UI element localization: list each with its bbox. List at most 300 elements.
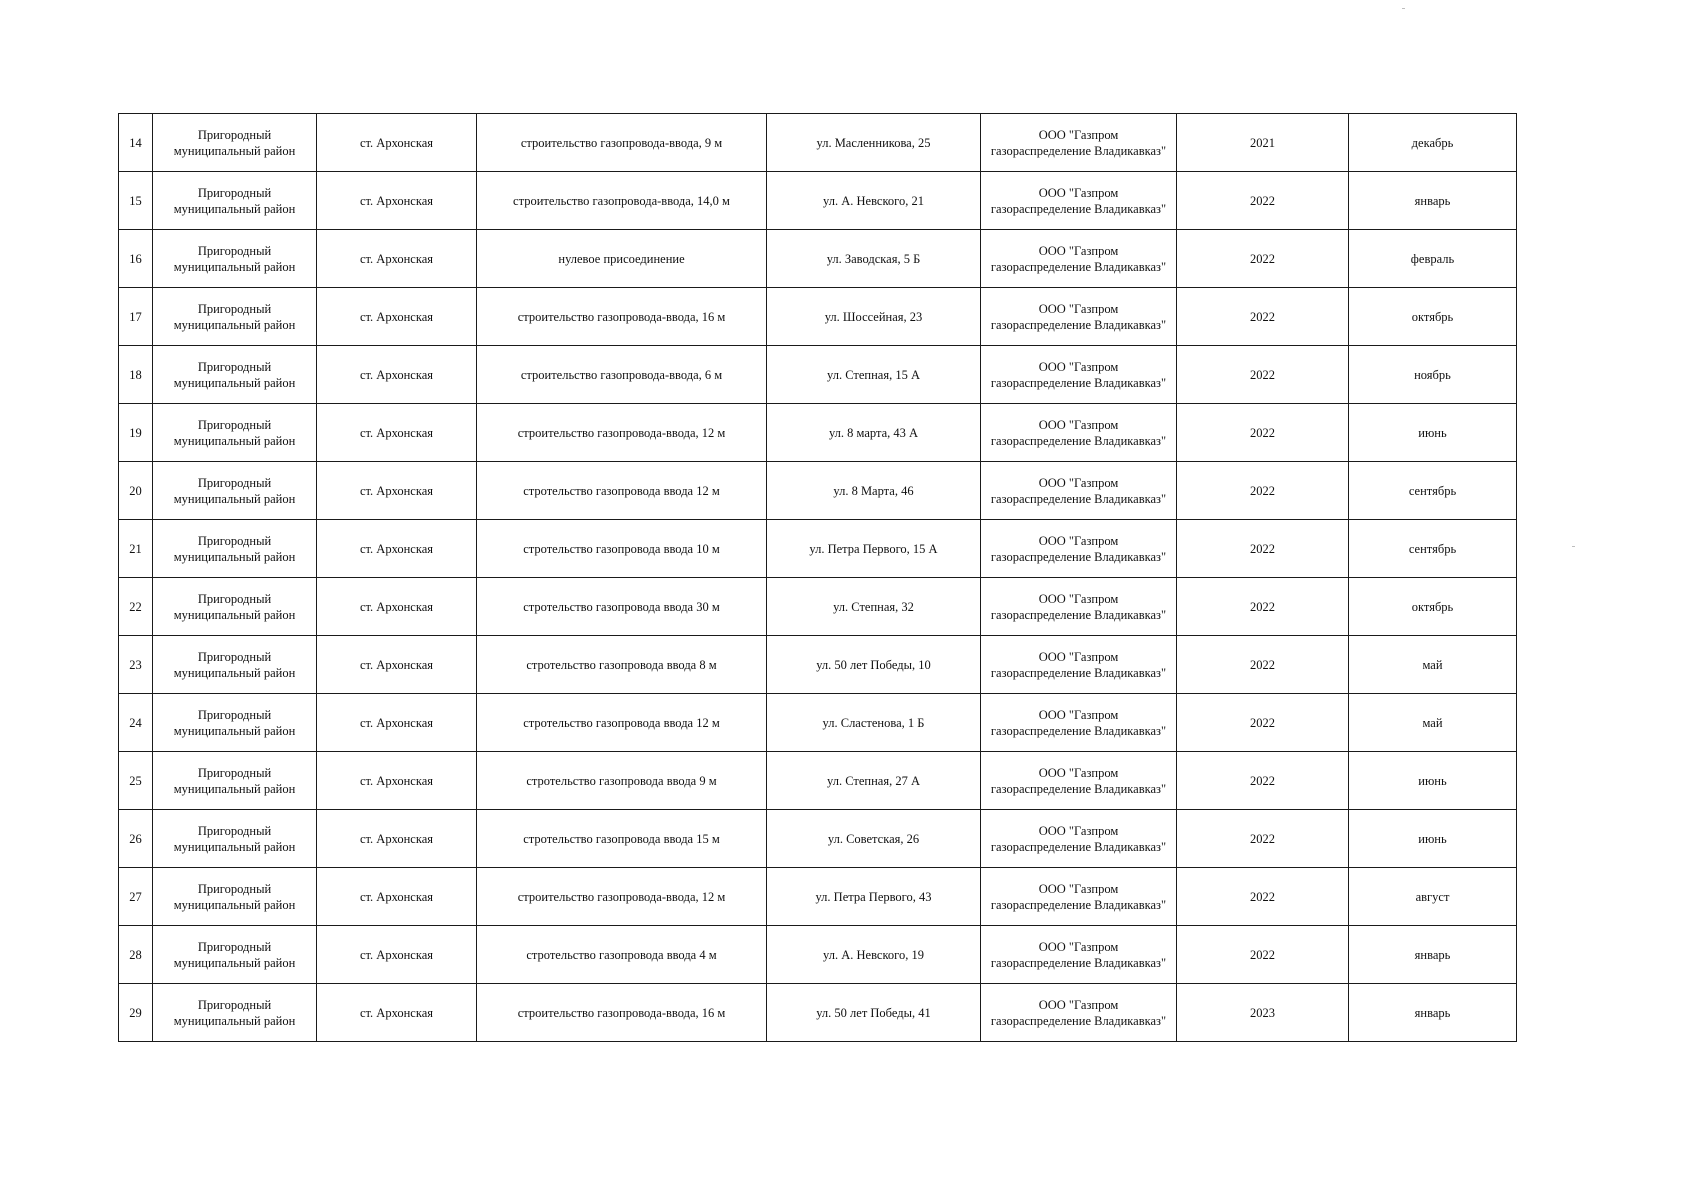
- year-cell-text: 2022: [1250, 309, 1275, 324]
- document-page: [118, 113, 1516, 1042]
- table-row: [119, 694, 1517, 752]
- year-cell-text: 2022: [1250, 947, 1275, 962]
- organization-cell: [981, 346, 1177, 404]
- month-cell: [1349, 694, 1517, 752]
- work-type-cell-text: строительство газопровода-ввода, 9 м: [520, 135, 723, 150]
- address-cell-text: ул. Степная, 27 А: [827, 773, 920, 788]
- organization-cell-text: газораспределение Владикавказ": [990, 201, 1167, 216]
- row-number-cell-text: 18: [129, 367, 142, 382]
- address-cell: [767, 462, 981, 520]
- organization-cell: [981, 752, 1177, 810]
- row-number-cell-text: 21: [129, 541, 142, 556]
- organization-cell: [981, 694, 1177, 752]
- organization-cell-text: газораспределение Владикавказ": [990, 1013, 1167, 1028]
- address-cell: [767, 868, 981, 926]
- organization-cell-text: газораспределение Владикавказ": [990, 491, 1167, 506]
- organization-cell-text: ООО "Газпром: [1038, 939, 1119, 954]
- district-cell-text: муниципальный район: [173, 955, 296, 970]
- row-number-cell-text: 27: [129, 889, 142, 904]
- month-cell-text: ноябрь: [1414, 367, 1451, 382]
- settlement-cell: [317, 462, 477, 520]
- address-cell-text: ул. Заводская, 5 Б: [826, 251, 921, 266]
- table-row: [119, 810, 1517, 868]
- month-cell: [1349, 926, 1517, 984]
- month-cell-text: август: [1415, 889, 1450, 904]
- district-cell-text: муниципальный район: [173, 259, 296, 274]
- district-cell-text: муниципальный район: [173, 201, 296, 216]
- district-cell-text: Пригородный: [197, 185, 272, 200]
- year-cell: [1177, 520, 1349, 578]
- organization-cell-text: газораспределение Владикавказ": [990, 781, 1167, 796]
- work-type-cell-text: стротельство газопровода ввода 15 м: [523, 831, 720, 846]
- district-cell-text: Пригородный: [197, 533, 272, 548]
- year-cell-text: 2022: [1250, 657, 1275, 672]
- address-cell-text: ул. Петра Первого, 15 А: [809, 541, 938, 556]
- address-cell: [767, 288, 981, 346]
- row-number-cell-text: 26: [129, 831, 142, 846]
- table-row: [119, 752, 1517, 810]
- district-cell: [153, 694, 317, 752]
- settlement-cell-text: ст. Архонская: [359, 309, 434, 324]
- address-cell: [767, 810, 981, 868]
- work-type-cell-text: строительство газопровода-ввода, 14,0 м: [513, 193, 730, 208]
- year-cell: [1177, 172, 1349, 230]
- table-row: [119, 346, 1517, 404]
- organization-cell: [981, 984, 1177, 1042]
- settlement-cell-text: ст. Архонская: [359, 193, 434, 208]
- organization-cell-text: ООО "Газпром: [1038, 823, 1119, 838]
- settlement-cell: [317, 926, 477, 984]
- district-cell: [153, 984, 317, 1042]
- work-type-cell: [477, 578, 767, 636]
- district-cell-text: Пригородный: [197, 475, 272, 490]
- district-cell-text: Пригородный: [197, 707, 272, 722]
- organization-cell-text: газораспределение Владикавказ": [990, 549, 1167, 564]
- organization-cell: [981, 114, 1177, 172]
- settlement-cell-text: ст. Архонская: [359, 715, 434, 730]
- district-cell: [153, 346, 317, 404]
- table-row: [119, 520, 1517, 578]
- work-type-cell-text: стротельство газопровода ввода 12 м: [523, 483, 720, 498]
- organization-cell-text: ООО "Газпром: [1038, 475, 1119, 490]
- settlement-cell: [317, 346, 477, 404]
- organization-cell-text: газораспределение Владикавказ": [990, 839, 1167, 854]
- organization-cell-text: ООО "Газпром: [1038, 243, 1119, 258]
- district-cell-text: муниципальный район: [173, 549, 296, 564]
- month-cell: [1349, 172, 1517, 230]
- organization-cell-text: газораспределение Владикавказ": [990, 143, 1167, 158]
- organization-cell-text: газораспределение Владикавказ": [990, 665, 1167, 680]
- organization-cell-text: ООО "Газпром: [1038, 417, 1119, 432]
- year-cell-text: 2022: [1250, 831, 1275, 846]
- organization-cell: [981, 288, 1177, 346]
- address-cell: [767, 520, 981, 578]
- work-type-cell: [477, 288, 767, 346]
- district-cell-text: Пригородный: [197, 591, 272, 606]
- address-cell: [767, 694, 981, 752]
- year-cell-text: 2022: [1250, 425, 1275, 440]
- row-number-cell: [119, 578, 153, 636]
- work-type-cell-text: строительство газопровода-ввода, 12 м: [517, 425, 726, 440]
- district-cell-text: Пригородный: [197, 823, 272, 838]
- organization-cell-text: газораспределение Владикавказ": [990, 433, 1167, 448]
- year-cell-text: 2022: [1250, 483, 1275, 498]
- settlement-cell-text: ст. Архонская: [359, 773, 434, 788]
- row-number-cell: [119, 404, 153, 462]
- district-cell: [153, 404, 317, 462]
- work-type-cell-text: строительство газопровода-ввода, 6 м: [520, 367, 723, 382]
- work-type-cell: [477, 520, 767, 578]
- table-row: [119, 868, 1517, 926]
- settlement-cell: [317, 752, 477, 810]
- address-cell-text: ул. Советская, 26: [827, 831, 920, 846]
- row-number-cell-text: 29: [129, 1005, 142, 1020]
- settlement-cell: [317, 984, 477, 1042]
- month-cell: [1349, 752, 1517, 810]
- year-cell: [1177, 984, 1349, 1042]
- district-cell-text: муниципальный район: [173, 607, 296, 622]
- district-cell: [153, 752, 317, 810]
- row-number-cell-text: 28: [129, 947, 142, 962]
- district-cell-text: муниципальный район: [173, 491, 296, 506]
- address-cell-text: ул. Петра Первого, 43: [815, 889, 932, 904]
- settlement-cell: [317, 868, 477, 926]
- year-cell-text: 2021: [1250, 135, 1275, 150]
- year-cell-text: 2023: [1250, 1005, 1275, 1020]
- month-cell-text: октябрь: [1411, 599, 1454, 614]
- gasification-schedule-table: [118, 113, 1517, 1042]
- work-type-cell: [477, 810, 767, 868]
- organization-cell-text: ООО "Газпром: [1038, 591, 1119, 606]
- district-cell: [153, 810, 317, 868]
- settlement-cell-text: ст. Архонская: [359, 135, 434, 150]
- address-cell: [767, 404, 981, 462]
- month-cell-text: октябрь: [1411, 309, 1454, 324]
- row-number-cell: [119, 462, 153, 520]
- year-cell: [1177, 810, 1349, 868]
- work-type-cell-text: стротельство газопровода ввода 4 м: [526, 947, 717, 962]
- address-cell: [767, 578, 981, 636]
- organization-cell-text: газораспределение Владикавказ": [990, 897, 1167, 912]
- work-type-cell-text: стротельство газопровода ввода 9 м: [526, 773, 717, 788]
- settlement-cell: [317, 404, 477, 462]
- district-cell: [153, 868, 317, 926]
- address-cell-text: ул. Степная, 15 А: [827, 367, 920, 382]
- organization-cell-text: газораспределение Владикавказ": [990, 259, 1167, 274]
- year-cell-text: 2022: [1250, 889, 1275, 904]
- work-type-cell: [477, 984, 767, 1042]
- organization-cell: [981, 520, 1177, 578]
- district-cell: [153, 288, 317, 346]
- organization-cell-text: ООО "Газпром: [1038, 127, 1119, 142]
- work-type-cell-text: нулевое присоединение: [558, 251, 685, 266]
- organization-cell-text: ООО "Газпром: [1038, 649, 1119, 664]
- year-cell: [1177, 694, 1349, 752]
- settlement-cell: [317, 114, 477, 172]
- settlement-cell: [317, 810, 477, 868]
- settlement-cell-text: ст. Архонская: [359, 367, 434, 382]
- work-type-cell: [477, 926, 767, 984]
- row-number-cell-text: 14: [129, 135, 142, 150]
- district-cell: [153, 230, 317, 288]
- row-number-cell: [119, 694, 153, 752]
- scan-speck: [1402, 8, 1405, 9]
- district-cell-text: муниципальный район: [173, 375, 296, 390]
- address-cell: [767, 346, 981, 404]
- settlement-cell-text: ст. Архонская: [359, 831, 434, 846]
- work-type-cell: [477, 462, 767, 520]
- organization-cell-text: газораспределение Владикавказ": [990, 723, 1167, 738]
- district-cell-text: муниципальный район: [173, 433, 296, 448]
- work-type-cell-text: стротельство газопровода ввода 12 м: [523, 715, 720, 730]
- work-type-cell: [477, 752, 767, 810]
- address-cell-text: ул. 50 лет Победы, 41: [816, 1005, 931, 1020]
- month-cell: [1349, 636, 1517, 694]
- address-cell: [767, 926, 981, 984]
- district-cell-text: муниципальный район: [173, 897, 296, 912]
- year-cell: [1177, 926, 1349, 984]
- district-cell-text: муниципальный район: [173, 317, 296, 332]
- address-cell-text: ул. 8 Марта, 46: [833, 483, 914, 498]
- work-type-cell-text: строительство газопровода-ввода, 16 м: [517, 309, 726, 324]
- year-cell: [1177, 868, 1349, 926]
- work-type-cell: [477, 230, 767, 288]
- month-cell-text: январь: [1414, 1005, 1451, 1020]
- table-row: [119, 404, 1517, 462]
- month-cell-text: январь: [1414, 193, 1451, 208]
- year-cell: [1177, 288, 1349, 346]
- settlement-cell-text: ст. Архонская: [359, 425, 434, 440]
- row-number-cell-text: 24: [129, 715, 142, 730]
- district-cell-text: Пригородный: [197, 301, 272, 316]
- district-cell-text: Пригородный: [197, 359, 272, 374]
- district-cell-text: муниципальный район: [173, 143, 296, 158]
- row-number-cell-text: 25: [129, 773, 142, 788]
- district-cell-text: муниципальный район: [173, 723, 296, 738]
- row-number-cell: [119, 926, 153, 984]
- row-number-cell-text: 20: [129, 483, 142, 498]
- organization-cell: [981, 578, 1177, 636]
- table-row: [119, 114, 1517, 172]
- organization-cell: [981, 868, 1177, 926]
- row-number-cell: [119, 810, 153, 868]
- address-cell: [767, 230, 981, 288]
- row-number-cell: [119, 288, 153, 346]
- work-type-cell-text: стротельство газопровода ввода 8 м: [526, 657, 717, 672]
- year-cell-text: 2022: [1250, 715, 1275, 730]
- district-cell: [153, 636, 317, 694]
- month-cell-text: январь: [1414, 947, 1451, 962]
- work-type-cell: [477, 694, 767, 752]
- settlement-cell-text: ст. Архонская: [359, 541, 434, 556]
- scan-speck: [1572, 546, 1575, 547]
- address-cell: [767, 984, 981, 1042]
- organization-cell-text: ООО "Газпром: [1038, 533, 1119, 548]
- work-type-cell-text: строительство газопровода-ввода, 16 м: [517, 1005, 726, 1020]
- address-cell-text: ул. Масленникова, 25: [816, 135, 931, 150]
- year-cell: [1177, 230, 1349, 288]
- year-cell: [1177, 462, 1349, 520]
- district-cell-text: Пригородный: [197, 127, 272, 142]
- month-cell-text: сентябрь: [1408, 483, 1457, 498]
- month-cell: [1349, 288, 1517, 346]
- row-number-cell-text: 16: [129, 251, 142, 266]
- organization-cell: [981, 636, 1177, 694]
- row-number-cell-text: 17: [129, 309, 142, 324]
- address-cell-text: ул. 8 марта, 43 А: [828, 425, 919, 440]
- address-cell-text: ул. Степная, 32: [833, 599, 914, 614]
- district-cell: [153, 578, 317, 636]
- month-cell: [1349, 114, 1517, 172]
- organization-cell-text: ООО "Газпром: [1038, 301, 1119, 316]
- address-cell-text: ул. Шоссейная, 23: [824, 309, 923, 324]
- month-cell: [1349, 346, 1517, 404]
- district-cell-text: Пригородный: [197, 417, 272, 432]
- district-cell-text: Пригородный: [197, 649, 272, 664]
- year-cell-text: 2022: [1250, 251, 1275, 266]
- year-cell: [1177, 752, 1349, 810]
- organization-cell: [981, 462, 1177, 520]
- table-row: [119, 636, 1517, 694]
- month-cell-text: май: [1422, 715, 1443, 730]
- table-row: [119, 578, 1517, 636]
- month-cell: [1349, 810, 1517, 868]
- month-cell: [1349, 868, 1517, 926]
- row-number-cell-text: 23: [129, 657, 142, 672]
- organization-cell-text: ООО "Газпром: [1038, 185, 1119, 200]
- row-number-cell: [119, 520, 153, 578]
- organization-cell-text: газораспределение Владикавказ": [990, 607, 1167, 622]
- row-number-cell: [119, 346, 153, 404]
- work-type-cell: [477, 636, 767, 694]
- work-type-cell: [477, 114, 767, 172]
- row-number-cell: [119, 172, 153, 230]
- month-cell: [1349, 230, 1517, 288]
- month-cell-text: февраль: [1410, 251, 1455, 266]
- district-cell-text: Пригородный: [197, 881, 272, 896]
- organization-cell-text: ООО "Газпром: [1038, 881, 1119, 896]
- organization-cell: [981, 926, 1177, 984]
- year-cell-text: 2022: [1250, 367, 1275, 382]
- organization-cell-text: газораспределение Владикавказ": [990, 375, 1167, 390]
- work-type-cell-text: строительство газопровода-ввода, 12 м: [517, 889, 726, 904]
- organization-cell-text: ООО "Газпром: [1038, 997, 1119, 1012]
- month-cell: [1349, 462, 1517, 520]
- address-cell: [767, 752, 981, 810]
- district-cell-text: муниципальный район: [173, 665, 296, 680]
- table-row: [119, 926, 1517, 984]
- district-cell: [153, 520, 317, 578]
- settlement-cell: [317, 694, 477, 752]
- year-cell: [1177, 114, 1349, 172]
- year-cell-text: 2022: [1250, 773, 1275, 788]
- month-cell: [1349, 520, 1517, 578]
- month-cell: [1349, 404, 1517, 462]
- district-cell: [153, 172, 317, 230]
- month-cell-text: июнь: [1418, 831, 1447, 846]
- table-row: [119, 230, 1517, 288]
- district-cell-text: Пригородный: [197, 765, 272, 780]
- work-type-cell-text: стротельство газопровода ввода 10 м: [523, 541, 720, 556]
- work-type-cell: [477, 172, 767, 230]
- settlement-cell: [317, 578, 477, 636]
- district-cell: [153, 926, 317, 984]
- address-cell: [767, 172, 981, 230]
- address-cell-text: ул. Сластенова, 1 Б: [822, 715, 925, 730]
- settlement-cell-text: ст. Архонская: [359, 483, 434, 498]
- row-number-cell: [119, 230, 153, 288]
- table-row: [119, 172, 1517, 230]
- row-number-cell: [119, 984, 153, 1042]
- district-cell-text: Пригородный: [197, 997, 272, 1012]
- district-cell: [153, 462, 317, 520]
- row-number-cell: [119, 752, 153, 810]
- settlement-cell: [317, 172, 477, 230]
- organization-cell-text: ООО "Газпром: [1038, 765, 1119, 780]
- settlement-cell: [317, 636, 477, 694]
- table-row: [119, 462, 1517, 520]
- table-body: [119, 114, 1517, 1042]
- settlement-cell-text: ст. Архонская: [359, 1005, 434, 1020]
- month-cell-text: июнь: [1418, 425, 1447, 440]
- month-cell-text: май: [1422, 657, 1443, 672]
- address-cell-text: ул. А. Невского, 21: [823, 193, 924, 208]
- settlement-cell: [317, 520, 477, 578]
- month-cell: [1349, 578, 1517, 636]
- work-type-cell: [477, 868, 767, 926]
- table-row: [119, 984, 1517, 1042]
- month-cell-text: сентябрь: [1408, 541, 1457, 556]
- work-type-cell-text: стротельство газопровода ввода 30 м: [523, 599, 720, 614]
- year-cell-text: 2022: [1250, 599, 1275, 614]
- row-number-cell: [119, 868, 153, 926]
- table-row: [119, 288, 1517, 346]
- district-cell-text: Пригородный: [197, 243, 272, 258]
- settlement-cell-text: ст. Архонская: [359, 251, 434, 266]
- settlement-cell-text: ст. Архонская: [359, 889, 434, 904]
- organization-cell-text: газораспределение Владикавказ": [990, 317, 1167, 332]
- organization-cell: [981, 810, 1177, 868]
- district-cell-text: Пригородный: [197, 939, 272, 954]
- row-number-cell: [119, 636, 153, 694]
- month-cell-text: декабрь: [1411, 135, 1454, 150]
- organization-cell: [981, 172, 1177, 230]
- district-cell-text: муниципальный район: [173, 839, 296, 854]
- address-cell: [767, 114, 981, 172]
- district-cell-text: муниципальный район: [173, 1013, 296, 1028]
- row-number-cell-text: 22: [129, 599, 142, 614]
- row-number-cell-text: 15: [129, 193, 142, 208]
- organization-cell: [981, 404, 1177, 462]
- year-cell: [1177, 346, 1349, 404]
- month-cell-text: июнь: [1418, 773, 1447, 788]
- organization-cell: [981, 230, 1177, 288]
- settlement-cell: [317, 288, 477, 346]
- work-type-cell: [477, 404, 767, 462]
- year-cell-text: 2022: [1250, 541, 1275, 556]
- organization-cell-text: ООО "Газпром: [1038, 359, 1119, 374]
- settlement-cell-text: ст. Архонская: [359, 657, 434, 672]
- address-cell-text: ул. А. Невского, 19: [823, 947, 924, 962]
- year-cell-text: 2022: [1250, 193, 1275, 208]
- settlement-cell-text: ст. Архонская: [359, 947, 434, 962]
- district-cell: [153, 114, 317, 172]
- settlement-cell: [317, 230, 477, 288]
- organization-cell-text: ООО "Газпром: [1038, 707, 1119, 722]
- organization-cell-text: газораспределение Владикавказ": [990, 955, 1167, 970]
- year-cell: [1177, 636, 1349, 694]
- district-cell-text: муниципальный район: [173, 781, 296, 796]
